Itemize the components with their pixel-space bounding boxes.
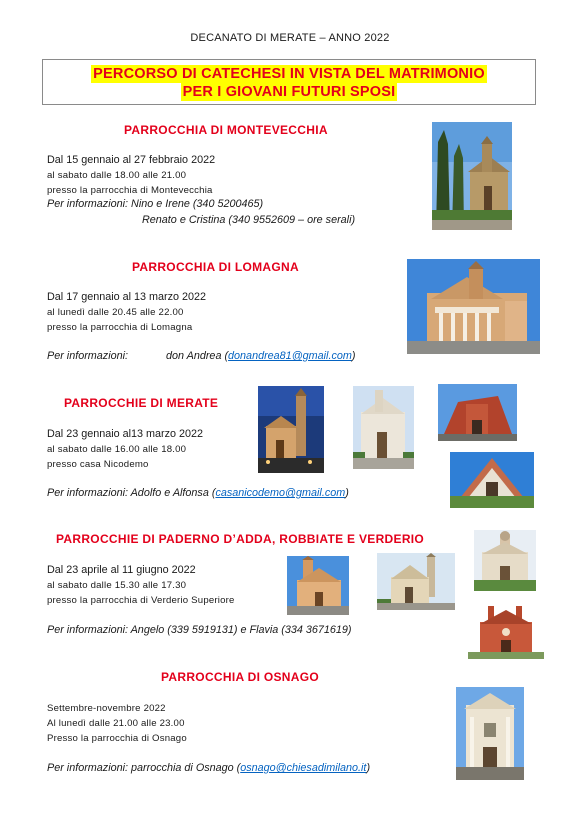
church-photo-paderno-1 (287, 556, 349, 615)
info-paderno: Per informazioni: Angelo (339 5919131) e Flavia (334 3671619) (47, 624, 352, 636)
info-montevecchia (47, 198, 263, 210)
deanery-heading: DECANATO DI MERATE – ANNO 2022 (190, 32, 390, 44)
email-link-osnago[interactable]: osnago@chiesadimilano.it (240, 762, 367, 774)
section-title-paderno: PARROCCHIE DI PADERNO D’ADDA, ROBBIATE E VERDERIO (56, 532, 425, 546)
info-end: ) (366, 762, 371, 774)
info-label: Per informazioni: (47, 350, 129, 362)
email-link-lomagna[interactable]: donandrea81@gmail.com (228, 350, 352, 362)
place-osnago: Presso la parrocchia di Osnago (47, 733, 187, 744)
place-merate: presso casa Nicodemo (47, 459, 149, 470)
section-title-merate: PARROCCHIE DI MERATE (64, 396, 219, 410)
church-photo-merate-3 (438, 384, 517, 441)
info-contact-2-montevecchia: Renato e Cristina (340 9552609 – ore serali) (142, 214, 356, 226)
info-label: Per informazioni: parrocchia di Osnago ( (47, 762, 241, 774)
place-montevecchia: presso la parrocchia di Montevecchia (47, 185, 213, 196)
title-box (42, 59, 536, 105)
dates-merate: Dal 23 gennaio al13 marzo 2022 (47, 428, 204, 440)
info-merate (47, 487, 349, 499)
schedule-paderno: al sabato dalle 15.30 alle 17.30 (47, 580, 187, 591)
info-contact: Nino e Irene (340 5200465) (131, 198, 264, 210)
info-label: Per informazioni: Adolfo e Alfonsa ( (47, 487, 216, 499)
place-paderno: presso la parrocchia di Verderio Superiore (47, 595, 235, 606)
schedule-merate: al sabato dalle 16.00 alle 18.00 (47, 444, 187, 455)
section-title-montevecchia: PARROCCHIA DI MONTEVECCHIA (124, 123, 328, 137)
schedule-montevecchia: al sabato dalle 18.00 alle 21.00 (47, 170, 187, 181)
section-title-lomagna: PARROCCHIA DI LOMAGNA (132, 260, 299, 274)
dates-lomagna: Dal 17 gennaio al 13 marzo 2022 (47, 291, 207, 303)
dates-osnago: Settembre-novembre 2022 (47, 703, 166, 714)
church-photo-merate-1 (258, 386, 324, 473)
info-contact: don Andrea ( (166, 350, 229, 362)
info-end: ) (345, 487, 349, 499)
info-lomagna (47, 350, 355, 362)
church-photo-paderno-2 (377, 553, 455, 610)
church-photo-paderno-4 (468, 604, 544, 659)
title-line-1: PERCORSO DI CATECHESI IN VISTA DEL MATRIMONIO (93, 66, 485, 82)
church-photo-paderno-3 (474, 530, 536, 591)
info-end: ) (351, 350, 356, 362)
church-photo-lomagna (407, 259, 540, 354)
schedule-lomagna: al lunedì dalle 20.45 alle 22.00 (47, 307, 184, 318)
schedule-osnago: Al lunedì dalle 21.00 alle 23.00 (47, 718, 185, 729)
email-link-merate[interactable]: casanicodemo@gmail.com (215, 487, 346, 499)
title-line-2: PER I GIOVANI FUTURI SPOSI (182, 84, 396, 100)
church-photo-merate-4 (450, 452, 534, 508)
dates-montevecchia: Dal 15 gennaio al 27 febbraio 2022 (47, 154, 216, 166)
church-photo-merate-2 (353, 386, 414, 469)
place-lomagna: presso la parrocchia di Lomagna (47, 322, 193, 333)
church-photo-osnago (456, 687, 524, 780)
info-label: Per informazioni: (47, 198, 129, 210)
church-photo-montevecchia (432, 122, 512, 230)
dates-paderno: Dal 23 aprile al 11 giugno 2022 (47, 564, 196, 576)
info-osnago (47, 762, 370, 774)
section-title-osnago: PARROCCHIA DI OSNAGO (161, 670, 320, 684)
